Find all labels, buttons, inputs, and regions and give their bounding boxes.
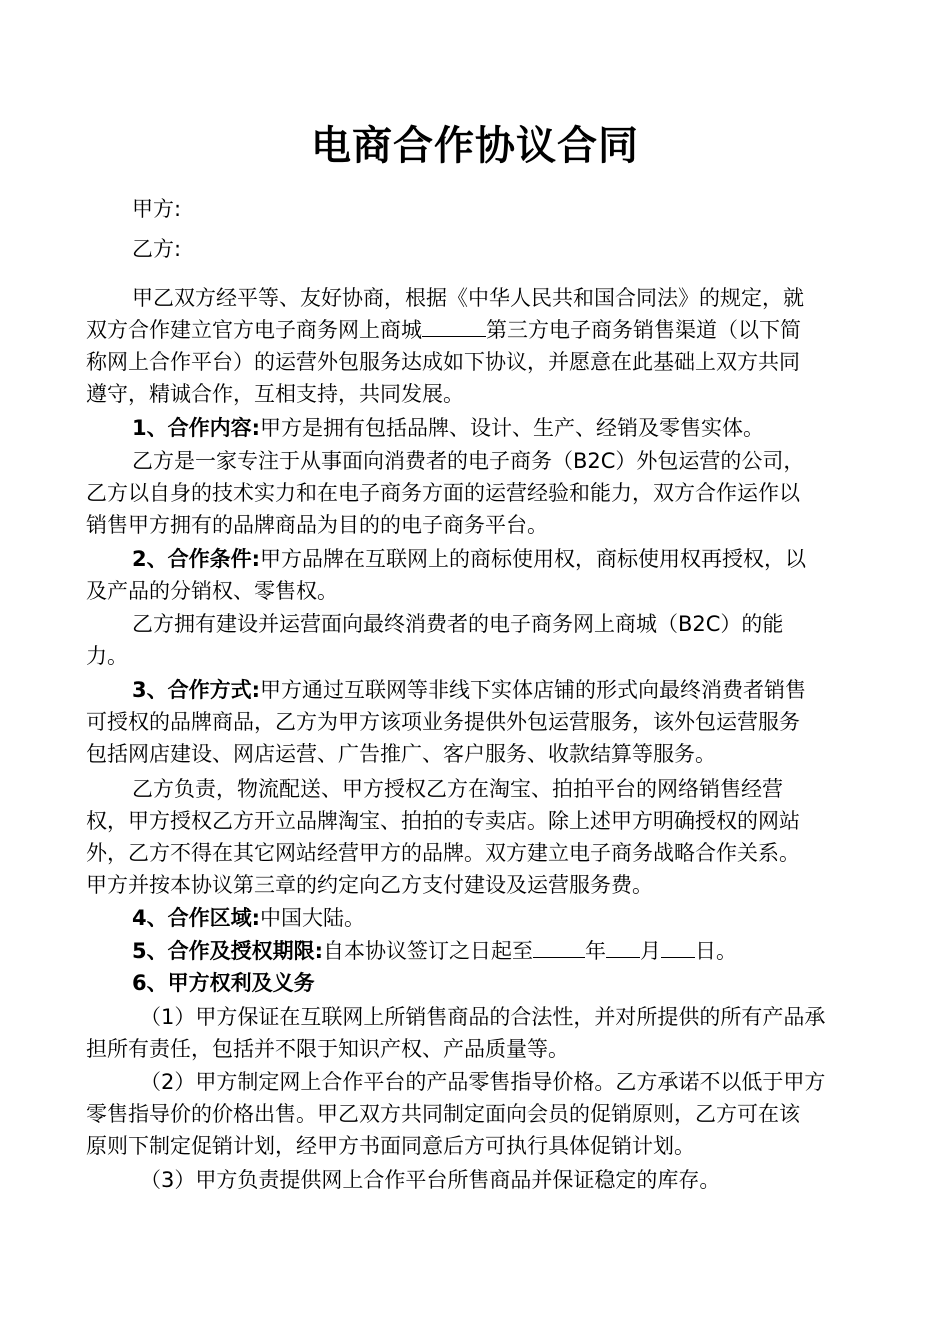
- document-title: 电商合作协议合同: [311, 123, 639, 169]
- blank-underline: [422, 314, 486, 337]
- intro-line-4: 遵守，精诚合作，互相支持，共同发展。: [86, 382, 464, 406]
- section-1-text: 甲方是拥有包括品牌、设计、生产、经销及零售实体。: [260, 416, 765, 440]
- section-3-heading: 3、合作方式:: [132, 678, 261, 702]
- section-6-item-2-line-2: 零售指导价的价格出售。甲乙双方共同制定面向会员的促销原则，乙方可在该: [86, 1102, 800, 1126]
- section-4-line: [132, 902, 876, 934]
- month-blank: [606, 935, 640, 958]
- section-2-line-2: 及产品的分销权、零售权。: [86, 579, 338, 603]
- section-2-p2-line-1: 乙方拥有建设并运营面向最终消费者的电子商务网上商城（B2C）的能: [132, 612, 784, 636]
- section-5-text: 自本协议签订之日起至: [323, 939, 534, 963]
- section-6-item-3-line-1: （3）甲方负责提供网上合作平台所售商品并保证稳定的库存。: [140, 1168, 721, 1192]
- section-5-heading: 5、合作及授权期限:: [132, 939, 324, 963]
- section-2-line-1: [132, 543, 876, 575]
- section-4-text: 中国大陆。: [260, 906, 366, 930]
- section-2-p2-line-2: 力。: [86, 644, 128, 668]
- year-label: 年: [585, 939, 607, 963]
- section-5-line: [132, 935, 876, 967]
- section-6-heading: 6、甲方权利及义务: [132, 971, 315, 995]
- month-label: 月: [640, 939, 662, 963]
- party-a-label: 甲方:: [132, 197, 182, 221]
- section-1-heading: 1、合作内容:: [132, 416, 261, 440]
- section-3-text: 甲方通过互联网等非线下实体店铺的形式向最终消费者销售: [260, 678, 807, 702]
- section-6-item-1-line-2: 担所有责任，包括并不限于知识产权、产品质量等。: [86, 1037, 569, 1061]
- section-1-p2-line-2: 乙方以自身的技术实力和在电子商务方面的运营经验和能力，双方合作运作以: [86, 481, 800, 505]
- party-b-label: 乙方:: [132, 237, 182, 261]
- section-6-item-2-line-3: 原则下制定促销计划，经甲方书面同意后方可执行具体促销计划。: [86, 1134, 695, 1158]
- section-4-heading: 4、合作区域:: [132, 906, 261, 930]
- day-label: 日。: [695, 939, 738, 963]
- section-3-line-1: [132, 674, 876, 706]
- section-3-p2-line-2: 权，甲方授权乙方开立品牌淘宝、拍拍的专卖店。除上述甲方明确授权的网站: [86, 809, 800, 833]
- intro-line-3: 称网上合作平台）的运营外包服务达成如下协议，并愿意在此基础上双方共同: [86, 350, 800, 374]
- day-blank: [661, 935, 695, 958]
- section-1-p2-line-1: 乙方是一家专注于从事面向消费者的电子商务（B2C）外包运营的公司，: [132, 449, 805, 473]
- intro-line-2b: 第三方电子商务销售渠道（以下简: [486, 318, 801, 342]
- section-3-p2-line-1: 乙方负责，物流配送、甲方授权乙方在淘宝、拍拍平台的网络销售经营: [132, 777, 783, 801]
- year-blank: [533, 935, 585, 958]
- section-6-item-2-line-1: （2）甲方制定网上合作平台的产品零售指导价格。乙方承诺不以低于甲方: [140, 1070, 826, 1094]
- section-1-p2-line-3: 销售甲方拥有的品牌商品为目的的电子商务平台。: [86, 513, 548, 537]
- intro-line-1: 甲乙双方经平等、友好协商，根据《中华人民共和国合同法》的规定，就: [132, 286, 804, 310]
- section-6-item-1-line-1: （1）甲方保证在互联网上所销售商品的合法性，并对所提供的所有产品承: [140, 1005, 826, 1029]
- section-2-text: 甲方品牌在互联网上的商标使用权，商标使用权再授权，以: [260, 547, 807, 571]
- section-3-p2-line-3: 外，乙方不得在其它网站经营甲方的品牌。双方建立电子商务战略合作关系。: [86, 841, 800, 865]
- section-3-line-2: 可授权的品牌商品，乙方为甲方该项业务提供外包运营服务，该外包运营服务: [86, 710, 800, 734]
- intro-line-2: [86, 314, 876, 346]
- section-3-p2-line-4: 甲方并按本协议第三章的约定向乙方支付建设及运营服务费。: [86, 873, 653, 897]
- section-1-line-1: [132, 412, 876, 444]
- intro-line-2a: 双方合作建立官方电子商务网上商城: [86, 318, 422, 342]
- section-3-line-3: 包括网店建设、网店运营、广告推广、客户服务、收款结算等服务。: [86, 742, 716, 766]
- section-2-heading: 2、合作条件:: [132, 547, 261, 571]
